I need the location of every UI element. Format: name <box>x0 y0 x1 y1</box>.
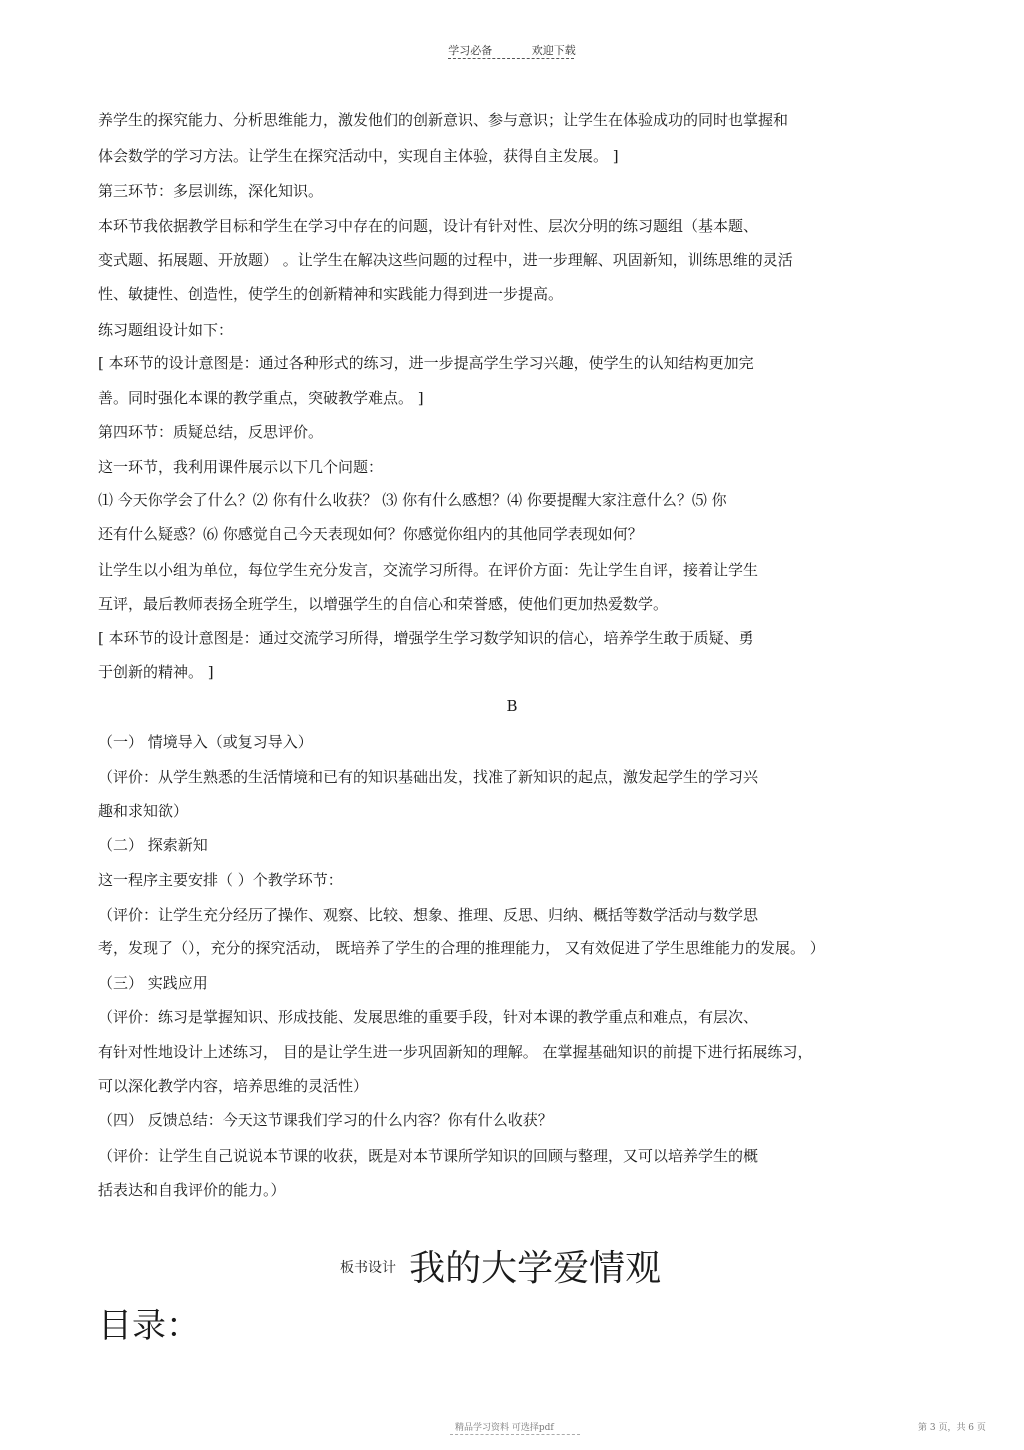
board-title: 我的大学爱情观 <box>409 1248 662 1289</box>
body-line: （评价：让学生充分经历了操作、观察、比较、想象、推理、反思、归纳、概括等数学活动与数学思 <box>98 906 759 924</box>
body-line: ⑴ 今天你学会了什么？⑵ 你有什么收获？ ⑶ 你有什么感想？⑷ 你要提醒大家注意什么？⑸ 你 <box>98 491 727 509</box>
body-line: 第三环节：多层训练，深化知识。 <box>98 182 324 200</box>
header-right: 欢迎下载 <box>531 44 576 57</box>
body-line: 这一环节，我利用课件展示以下几个问题： <box>98 458 384 476</box>
body-line: [ 本环节的设计意图是：通过交流学习所得，增强学生学习数学知识的信心，培养学生敢于质疑、勇 <box>98 629 754 647</box>
body-line: 体会数学的学习方法。让学生在探究活动中，实现自主体验，获得自主发展。 ] <box>98 147 619 165</box>
body-line: （四） 反馈总结：今天这节课我们学习的什么内容？你有什么收获？ <box>98 1111 553 1129</box>
board-design-label: 板书设计 <box>340 1260 396 1276</box>
body-line: （一） 情境导入（或复习导入） <box>98 733 313 751</box>
body-line: 有针对性地设计上述练习， 目的是让学生进一步巩固新知的理解。 在掌握基础知识的前提下进行拓展练习， <box>98 1043 813 1061</box>
body-line: 养学生的探究能力、分析思维能力，激发他们的创新意识、参与意识；让学生在体验成功的同时也掌握和 <box>98 111 789 129</box>
body-line: （评价：让学生自己说说本节课的收获，既是对本节课所学知识的回顾与整理，又可以培养学生的概 <box>98 1147 759 1165</box>
body-line: 性、敏捷性、创造性，使学生的创新精神和实践能力得到进一步提高。 <box>98 285 564 303</box>
body-line: 这一程序主要安排（ ）个教学环节： <box>98 871 343 889</box>
body-line: 还有什么疑惑？⑹ 你感觉自己今天表现如何？你感觉你组内的其他同学表现如何？ <box>98 525 643 543</box>
body-line: 趣和求知欲） <box>98 802 189 820</box>
body-line: （三） 实践应用 <box>98 974 208 992</box>
header-divider <box>448 58 574 59</box>
page-header <box>0 42 1024 58</box>
board-design-title <box>340 1240 661 1291</box>
footer-left: 精品学习资料 可选择pdf <box>455 1423 554 1433</box>
body-line: 可以深化教学内容，培养思维的灵活性） <box>98 1077 369 1095</box>
footer-divider <box>450 1434 580 1435</box>
section-label: B <box>506 697 518 715</box>
body-line: 本环节我依据教学目标和学生在学习中存在的问题，设计有针对性、层次分明的练习题组（基本题、 <box>98 217 759 235</box>
page-number: 第 3 页，共 6 页 <box>918 1423 986 1433</box>
body-line: 让学生以小组为单位，每位学生充分发言，交流学习所得。在评价方面：先让学生自评，接着让学生 <box>98 561 759 579</box>
header-left: 学习必备 <box>448 44 493 57</box>
body-line: 互评，最后教师表扬全班学生，以增强学生的自信心和荣誉感，使他们更加热爱数学。 <box>98 595 669 613</box>
body-line: 于创新的精神。 ] <box>98 663 214 681</box>
body-line: （二） 探索新知 <box>98 836 208 854</box>
body-line: [ 本环节的设计意图是：通过各种形式的练习，进一步提高学生学习兴趣，使学生的认知结构更加完 <box>98 354 754 372</box>
body-line: 括表达和自我评价的能力。） <box>98 1181 286 1199</box>
toc-heading: 目录： <box>98 1306 200 1346</box>
body-line: 考，发现了（），充分的探究活动， 既培养了学生的合理的推理能力， 又有效促进了学生思维能力的发展。 ） <box>98 939 825 957</box>
body-line: 变式题、拓展题、开放题） 。让学生在解决这些问题的过程中，进一步理解、巩固新知，训练思维的灵活 <box>98 251 793 269</box>
body-line: 练习题组设计如下： <box>98 321 234 339</box>
body-line: 第四环节：质疑总结，反思评价。 <box>98 423 324 441</box>
body-line: 善。同时强化本课的教学重点，突破教学难点。 ] <box>98 389 424 407</box>
body-line: （评价：练习是掌握知识、形成技能、发展思维的重要手段，针对本课的教学重点和难点，有层次、 <box>98 1008 759 1026</box>
body-line: （评价：从学生熟悉的生活情境和已有的知识基础出发，找准了新知识的起点，激发起学生的学习兴 <box>98 768 759 786</box>
